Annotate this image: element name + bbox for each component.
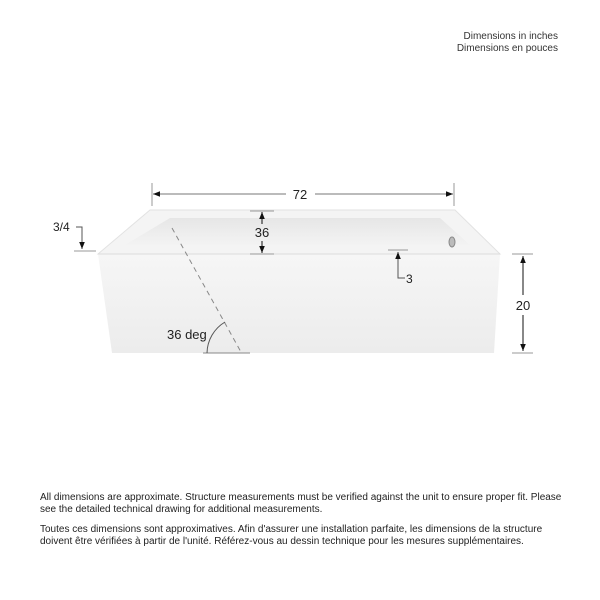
dimension-length <box>152 183 454 206</box>
dimension-angle-label: 36 deg <box>167 327 207 342</box>
disclaimer-notes <box>40 492 570 556</box>
dimension-step-down-label: 3 <box>406 272 413 286</box>
tub-apron <box>98 254 500 353</box>
bathtub <box>98 210 500 353</box>
dimension-rim-thickness-label: 3/4 <box>53 220 70 234</box>
overflow-drain-icon <box>449 237 455 247</box>
dimension-height <box>512 254 533 353</box>
units-note-english: Dimensions in inches <box>463 31 558 42</box>
dimension-rim-thickness <box>53 220 96 251</box>
dimension-height-label: 20 <box>515 298 531 313</box>
disclaimer-english: All dimensions are approximate. Structure measurements must be verified against the unit to ensure proper fit. Please see the detailed technical drawing for additional measurements. <box>40 492 562 515</box>
tub-basin <box>125 218 470 245</box>
dimension-length-label: 72 <box>292 187 308 202</box>
disclaimer-french: Toutes ces dimensions sont approximatives. Afin d'assurer une installation parfaite, les dimensions de la structure doivent être vérifiées à partir de l'unité. Référez-vous au dessin technique pour les mesures supplémentaires. <box>40 524 543 547</box>
units-note-french: Dimensions en pouces <box>456 43 558 54</box>
dimension-interior-depth-label: 36 <box>254 225 270 240</box>
